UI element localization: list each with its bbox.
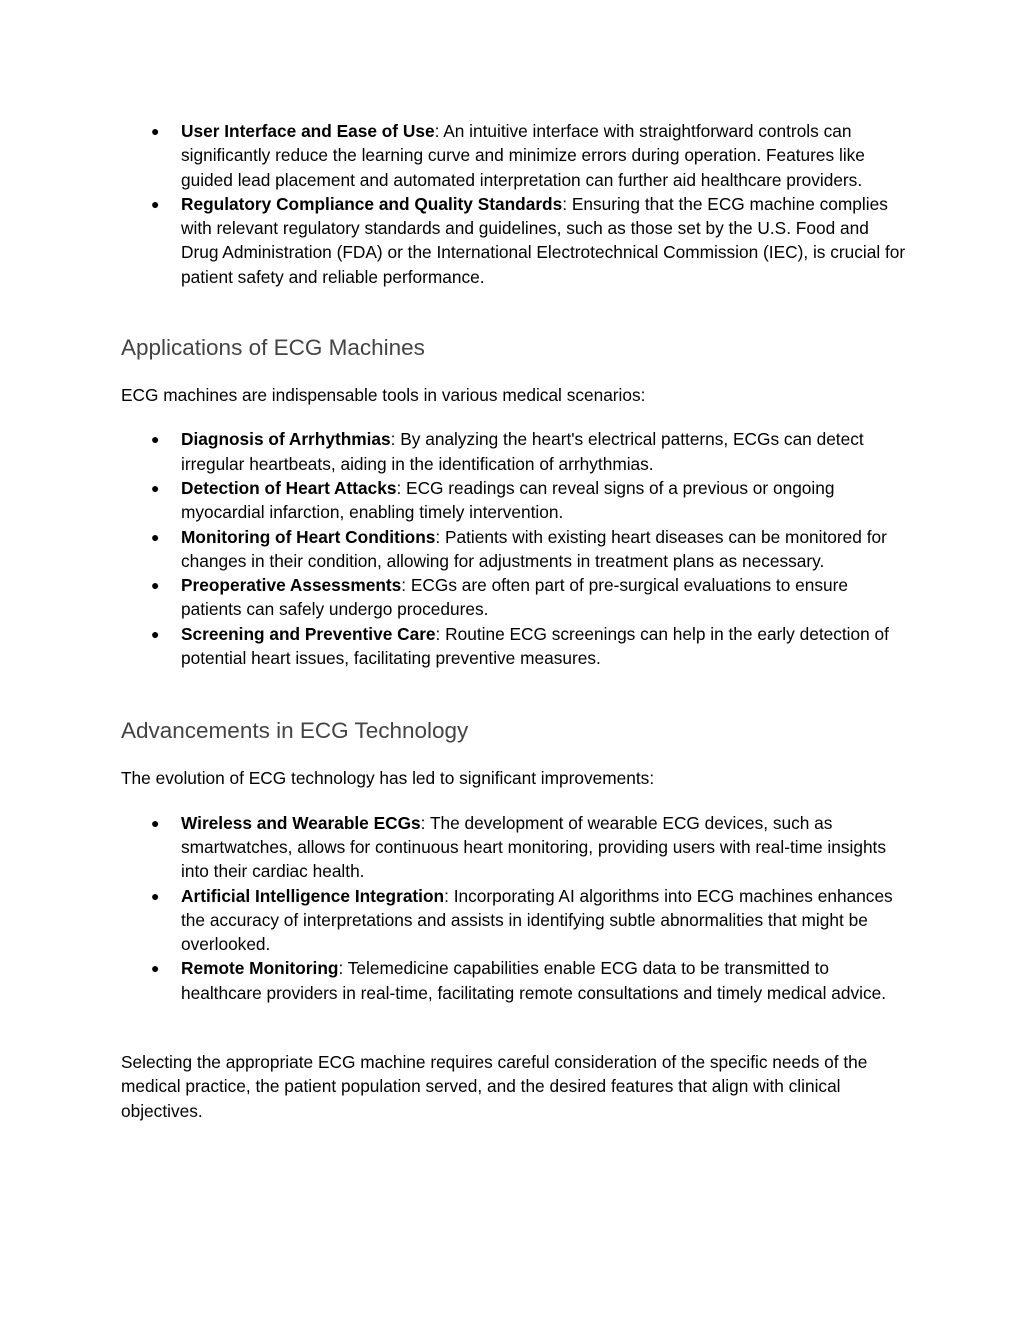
- list-item-term: Remote Monitoring: [181, 958, 339, 979]
- list-item: [121, 622, 911, 671]
- list-item-term: Diagnosis of Arrhythmias: [181, 429, 391, 450]
- list-item-text: : Routine ECG screenings can help in the early detection of potential heart issues, facilitating preventive measures.: [181, 623, 889, 669]
- list-item-text: : By analyzing the heart's electrical patterns, ECGs can detect irregular heartbeats, aiding in the identification of arrhythmias.: [181, 429, 864, 474]
- list-item-text: : The development of wearable ECG devices, such as smartwatches, allows for continuous heart monitoring, providing users with real-time insights into their cardiac health.: [181, 812, 886, 882]
- document-content: [121, 119, 911, 1123]
- list-item: [121, 884, 911, 957]
- bullet-icon: ●: [151, 577, 160, 594]
- bullet-icon: ●: [151, 195, 160, 212]
- list-item-term: Monitoring of Heart Conditions: [181, 526, 436, 547]
- list-item-text: : ECG readings can reveal signs of a previous or ongoing myocardial infarction, enabling timely intervention.: [181, 477, 835, 523]
- bullet-icon: ●: [151, 960, 160, 977]
- list-item: [121, 192, 911, 289]
- features-list: [121, 119, 911, 289]
- applications-list: [121, 427, 911, 670]
- list-item-term: Wireless and Wearable ECGs: [181, 812, 421, 833]
- list-item-text: : Telemedicine capabilities enable ECG data to be transmitted to healthcare providers in real-time, facilitating remote consultations and timely medical advice.: [181, 958, 887, 1003]
- list-item: [121, 573, 911, 622]
- bullet-icon: ●: [151, 123, 160, 139]
- list-item-term: Detection of Heart Attacks: [181, 477, 397, 498]
- list-item-text: : Ensuring that the ECG machine complies with relevant regulatory standards and guidelines, such as those set by the U.S. Food and Drug Administration (FDA) or the International Electrotechnical Commission (IEC), is crucial for patient safety and reliable performance.: [181, 193, 906, 287]
- section-intro-advancements: The evolution of ECG technology has led to significant improvements:: [121, 768, 655, 789]
- bullet-icon: ●: [151, 814, 160, 831]
- list-item-text: : ECGs are often part of pre-surgical evaluations to ensure patients can safely undergo procedures.: [181, 575, 848, 620]
- list-item: [121, 525, 911, 574]
- section-heading-applications: Applications of ECG Machines: [121, 335, 425, 361]
- list-item-text: : Incorporating AI algorithms into ECG machines enhances the accuracy of interpretations and assists in identifying subtle abnormalities that might be overlooked.: [181, 885, 893, 955]
- section-heading-advancements: Advancements in ECG Technology: [121, 718, 469, 744]
- bullet-icon: ●: [151, 431, 160, 448]
- list-item: [121, 811, 911, 884]
- bullet-icon: ●: [151, 479, 160, 496]
- conclusion-paragraph: Selecting the appropriate ECG machine requires careful consideration of the specific needs of the medical practice, the patient population served, and the desired features that align with clinical objectives.: [121, 1052, 868, 1121]
- list-item-term: Artificial Intelligence Integration: [181, 885, 445, 906]
- list-item-term: Regulatory Compliance and Quality Standards: [181, 193, 563, 214]
- bullet-icon: ●: [151, 625, 160, 642]
- list-item-term: Screening and Preventive Care: [181, 623, 436, 644]
- list-item: [121, 956, 911, 1005]
- list-item-text: : An intuitive interface with straightforward controls can significantly reduce the learning curve and minimize errors during operation. Features like guided lead placement and automated interpretation can further aid healthcare providers.: [181, 121, 865, 190]
- bullet-icon: ●: [151, 528, 160, 545]
- list-item-term: User Interface and Ease of Use: [181, 121, 435, 141]
- section-intro-applications: ECG machines are indispensable tools in various medical scenarios:: [121, 385, 646, 406]
- advancements-list: [121, 811, 911, 1005]
- list-item-term: Preoperative Assessments: [181, 575, 402, 596]
- list-item: [121, 427, 911, 476]
- list-item: [121, 476, 911, 525]
- list-item-text: : Patients with existing heart diseases can be monitored for changes in their condition, allowing for adjustments in treatment plans as necessary.: [181, 526, 887, 571]
- bullet-icon: ●: [151, 887, 160, 904]
- list-item: [121, 119, 911, 192]
